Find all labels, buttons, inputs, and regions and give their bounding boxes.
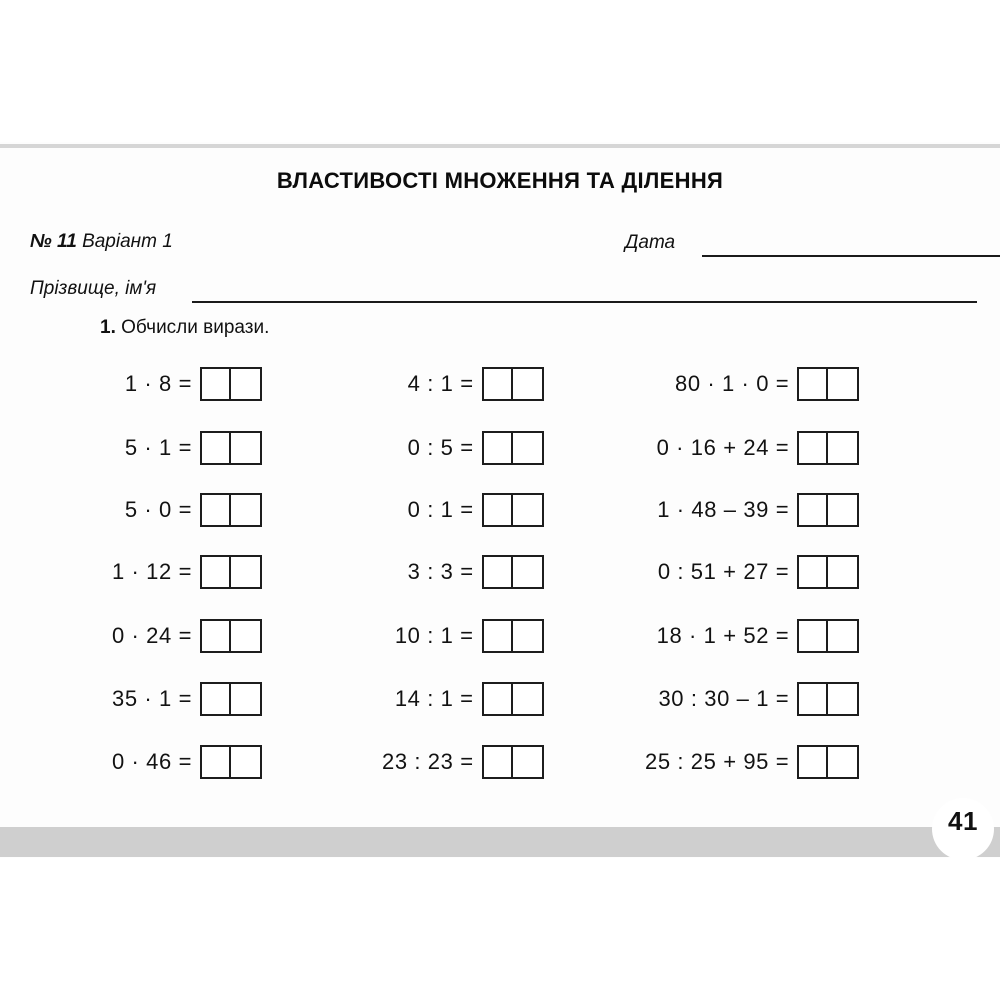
answer-cell-tens[interactable] — [484, 433, 513, 463]
answer-box[interactable] — [200, 431, 262, 465]
answer-box[interactable] — [797, 745, 859, 779]
answer-cell-ones[interactable] — [828, 557, 857, 587]
exercise-row — [382, 616, 544, 656]
answer-cell-ones[interactable] — [513, 369, 542, 399]
exercise-row — [382, 552, 544, 592]
answer-box[interactable] — [200, 619, 262, 653]
answer-cell-tens[interactable] — [484, 495, 513, 525]
answer-box[interactable] — [482, 682, 544, 716]
exercise-row — [645, 679, 859, 719]
exercise-row — [112, 679, 262, 719]
answer-cell-tens[interactable] — [484, 369, 513, 399]
expression-text: 0 : 5 = — [407, 435, 474, 460]
exercise-row — [382, 428, 544, 468]
expression-text: 14 : 1 = — [394, 686, 474, 711]
expression-text: 5 · 0 = — [124, 497, 193, 522]
task-instruction — [100, 317, 269, 339]
answer-cell-tens[interactable] — [484, 684, 513, 714]
expression-text: 0 · 16 + 24 = — [656, 435, 790, 460]
exercise-row — [112, 490, 262, 530]
exercise-column-3 — [645, 362, 925, 792]
answer-cell-tens[interactable] — [799, 433, 828, 463]
variant-text: Варіант 1 — [82, 231, 173, 252]
answer-box[interactable] — [200, 745, 262, 779]
student-name-label: Прізвище, ім'я — [30, 278, 157, 299]
expression-text: 0 · 24 = — [112, 623, 193, 648]
answer-cell-tens[interactable] — [202, 747, 231, 777]
exercise-column-1 — [112, 362, 342, 792]
answer-cell-tens[interactable] — [202, 495, 231, 525]
expression-text: 80 · 1 · 0 = — [674, 371, 790, 396]
date-label: Дата — [625, 232, 676, 253]
answer-cell-tens[interactable] — [202, 684, 231, 714]
expression-text: 0 · 46 = — [112, 749, 193, 774]
answer-cell-ones[interactable] — [513, 433, 542, 463]
answer-cell-ones[interactable] — [231, 747, 260, 777]
answer-cell-tens[interactable] — [799, 684, 828, 714]
answer-cell-ones[interactable] — [828, 747, 857, 777]
exercise-row — [382, 490, 544, 530]
answer-box[interactable] — [200, 555, 262, 589]
answer-cell-ones[interactable] — [828, 369, 857, 399]
exercise-grid — [0, 362, 1000, 792]
answer-box[interactable] — [482, 555, 544, 589]
answer-box[interactable] — [797, 431, 859, 465]
expression-text: 1 · 48 – 39 = — [657, 497, 790, 522]
answer-box[interactable] — [797, 619, 859, 653]
exercise-row — [382, 679, 544, 719]
task-number: 1. — [100, 317, 116, 338]
task-text: Обчисли вирази. — [121, 317, 270, 338]
answer-box[interactable] — [200, 682, 262, 716]
answer-cell-tens[interactable] — [799, 369, 828, 399]
answer-box[interactable] — [482, 745, 544, 779]
exercise-row — [382, 364, 544, 404]
answer-cell-tens[interactable] — [799, 557, 828, 587]
answer-cell-tens[interactable] — [799, 495, 828, 525]
exercise-row — [645, 742, 859, 782]
footer-band — [0, 827, 1000, 857]
answer-cell-ones[interactable] — [513, 621, 542, 651]
date-fill-line[interactable] — [702, 255, 1000, 257]
top-divider-rule — [0, 144, 1000, 148]
answer-box[interactable] — [797, 682, 859, 716]
answer-box[interactable] — [797, 493, 859, 527]
answer-cell-ones[interactable] — [513, 684, 542, 714]
answer-cell-ones[interactable] — [231, 369, 260, 399]
exercise-row — [112, 616, 262, 656]
expression-text: 30 : 30 – 1 = — [658, 686, 790, 711]
answer-box[interactable] — [200, 367, 262, 401]
answer-cell-ones[interactable] — [513, 557, 542, 587]
answer-cell-ones[interactable] — [828, 621, 857, 651]
exercise-column-2 — [382, 362, 612, 792]
answer-cell-ones[interactable] — [513, 747, 542, 777]
exercise-row — [112, 428, 262, 468]
answer-cell-ones[interactable] — [231, 433, 260, 463]
answer-cell-ones[interactable] — [231, 557, 260, 587]
expression-text: 18 · 1 + 52 = — [656, 623, 790, 648]
exercise-row — [645, 428, 859, 468]
answer-box[interactable] — [797, 367, 859, 401]
answer-box[interactable] — [482, 431, 544, 465]
answer-cell-ones[interactable] — [828, 433, 857, 463]
answer-cell-tens[interactable] — [202, 369, 231, 399]
answer-box[interactable] — [482, 619, 544, 653]
exercise-row — [645, 616, 859, 656]
variant-number: № 11 — [30, 231, 77, 252]
expression-text: 1 · 8 = — [124, 371, 193, 396]
meta-row-variant-date — [30, 231, 980, 257]
answer-cell-tens[interactable] — [484, 747, 513, 777]
expression-text: 35 · 1 = — [112, 686, 193, 711]
answer-cell-tens[interactable] — [799, 621, 828, 651]
answer-box[interactable] — [200, 493, 262, 527]
answer-cell-tens[interactable] — [202, 557, 231, 587]
exercise-row — [645, 490, 859, 530]
exercise-row — [645, 552, 859, 592]
exercise-row — [645, 364, 859, 404]
meta-row-name — [30, 278, 980, 304]
exercise-row — [112, 552, 262, 592]
page-title: ВЛАСТИВОСТІ МНОЖЕННЯ ТА ДІЛЕННЯ — [276, 168, 724, 193]
answer-cell-ones[interactable] — [828, 684, 857, 714]
expression-text: 5 · 1 = — [124, 435, 193, 460]
answer-cell-ones[interactable] — [828, 495, 857, 525]
answer-cell-ones[interactable] — [231, 621, 260, 651]
expression-text: 10 : 1 = — [394, 623, 474, 648]
expression-text: 3 : 3 = — [407, 559, 474, 584]
answer-cell-ones[interactable] — [231, 495, 260, 525]
exercise-row — [382, 742, 544, 782]
variant-label — [30, 231, 173, 253]
answer-box[interactable] — [482, 493, 544, 527]
exercise-row — [112, 742, 262, 782]
expression-text: 0 : 51 + 27 = — [657, 559, 790, 584]
answer-cell-tens[interactable] — [202, 433, 231, 463]
answer-cell-tens[interactable] — [484, 557, 513, 587]
student-name-fill-line[interactable] — [192, 301, 977, 303]
expression-text: 25 : 25 + 95 = — [645, 749, 790, 774]
answer-cell-tens[interactable] — [484, 621, 513, 651]
expression-text: 0 : 1 = — [407, 497, 474, 522]
exercise-row — [112, 364, 262, 404]
answer-cell-tens[interactable] — [799, 747, 828, 777]
page-number: 41 — [948, 806, 978, 836]
expression-text: 23 : 23 = — [382, 749, 474, 774]
answer-cell-tens[interactable] — [202, 621, 231, 651]
answer-box[interactable] — [797, 555, 859, 589]
answer-box[interactable] — [482, 367, 544, 401]
answer-cell-ones[interactable] — [513, 495, 542, 525]
expression-text: 1 · 12 = — [112, 559, 193, 584]
expression-text: 4 : 1 = — [407, 371, 474, 396]
answer-cell-ones[interactable] — [231, 684, 260, 714]
